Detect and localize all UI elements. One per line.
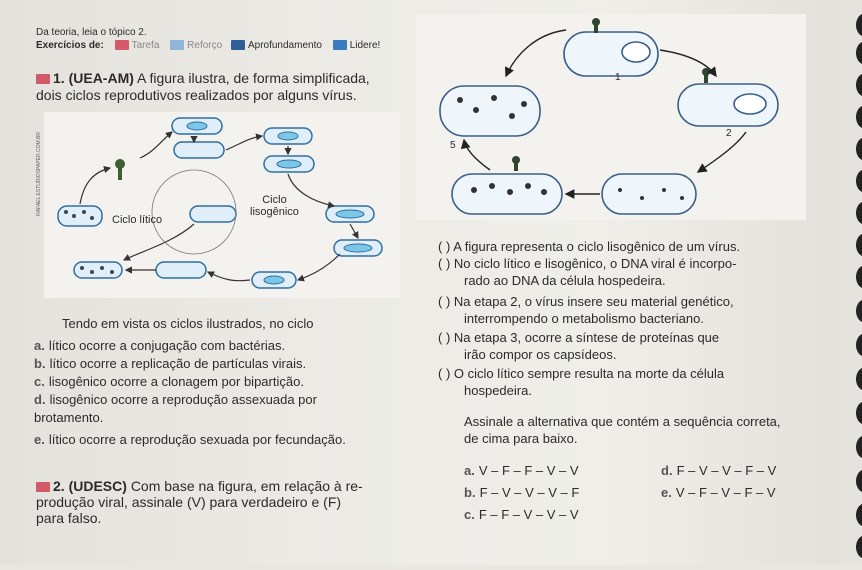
q1-figure xyxy=(36,112,400,298)
exercise-tags xyxy=(36,40,380,51)
step-2-label: 2 xyxy=(726,128,732,139)
check-icon xyxy=(36,74,50,84)
tag-reforco: Reforço xyxy=(170,40,222,51)
q2-instruction: Assinale a alternativa que contém a sequência correta, de cima para baixo. xyxy=(464,414,781,446)
q1-option-d[interactable]: d. lisogênico ocorre a reprodução assexuada por xyxy=(34,392,317,407)
q2-prompt: 2. (UDESC) Com base na figura, em relação à re- produção viral, assinale (V) para verdadeiro e (F) para falso. xyxy=(36,478,363,526)
q1-option-a[interactable]: a. lítico ocorre a conjugação com bactérias. xyxy=(34,338,286,353)
q1-stem: Tendo em vista os ciclos ilustrados, no ciclo xyxy=(62,316,314,331)
statement-5[interactable]: ( ) O ciclo lítico sempre resulta na morte da célula xyxy=(438,366,725,381)
statement-1[interactable]: ( ) A figura representa o ciclo lisogênico de um vírus. xyxy=(438,239,741,254)
plus-icon xyxy=(170,40,184,50)
tag-tarefa: Tarefa xyxy=(115,40,160,51)
subject-line: Da teoria, leia o tópico 2. xyxy=(36,27,147,38)
q2-answers-right xyxy=(661,460,776,504)
q1-option-c[interactable]: c. lisogênico ocorre a clonagem por bipartição. xyxy=(34,374,304,389)
page-spine xyxy=(840,0,862,565)
q1-option-b[interactable]: b. lítico ocorre a replicação de partículas virais. xyxy=(34,356,307,371)
q2-figure xyxy=(416,14,806,220)
statement-5-cont: hospedeira. xyxy=(464,383,532,398)
statement-2[interactable]: ( ) No ciclo lítico e lisogênico, o DNA viral é incorpo- xyxy=(438,256,737,271)
statement-2-cont: rado ao DNA da célula hospedeira. xyxy=(464,273,666,288)
dive-icon xyxy=(231,40,245,50)
tag-aprofundamento: Aprofundamento xyxy=(231,40,322,51)
statement-4-cont: irão compor os capsídeos. xyxy=(464,347,617,362)
q2-answer-b[interactable]: b. F – V – V – V – F xyxy=(464,485,580,500)
q1-option-e[interactable]: e. lítico ocorre a reprodução sexuada por fecundação. xyxy=(34,432,346,447)
check-icon xyxy=(36,482,50,492)
q2-answer-e[interactable]: e. V – F – V – F – V xyxy=(661,485,776,500)
statement-3[interactable]: ( ) Na etapa 2, o vírus insere seu material genético, xyxy=(438,294,734,309)
label-lytic: Ciclo lítico xyxy=(112,214,163,226)
tag-lidere: Lidere! xyxy=(333,40,381,51)
exercises-label: Exercícios de: xyxy=(36,40,104,51)
q2-answer-a[interactable]: a. V – F – F – V – V xyxy=(464,463,579,478)
label-lysogenic: Ciclo lisogênico xyxy=(250,194,299,218)
viral-cycles-diagram xyxy=(44,112,400,298)
q2-answers-left xyxy=(464,460,579,526)
phage-icon xyxy=(115,159,125,180)
star-icon xyxy=(333,40,347,50)
q1-options xyxy=(34,337,410,449)
q1-option-d-cont: brotamento. xyxy=(34,410,104,425)
lytic-cycle-diagram xyxy=(416,14,806,220)
statement-4[interactable]: ( ) Na etapa 3, ocorre a síntese de proteínas que xyxy=(438,330,720,345)
check-icon xyxy=(115,40,129,50)
q2-answer-d[interactable]: d. F – V – V – F – V xyxy=(661,463,777,478)
q2-statements xyxy=(438,238,828,399)
step-5-label: 5 xyxy=(450,140,456,151)
q1-prompt: 1. (UEA-AM) A figura ilustra, de forma simplificada, dois ciclos reprodutivos realizados por alguns vírus. xyxy=(36,70,370,103)
spiral-binding xyxy=(840,0,862,565)
statement-3-cont: interrompendo o metabolismo bacteriano. xyxy=(464,311,704,326)
q2-answer-c[interactable]: c. F – F – V – V – V xyxy=(464,507,579,522)
figure-credit: RAFAEL ESTUDIOSPAPER.COM.BR xyxy=(36,132,42,216)
step-1-label: 1 xyxy=(615,72,621,83)
